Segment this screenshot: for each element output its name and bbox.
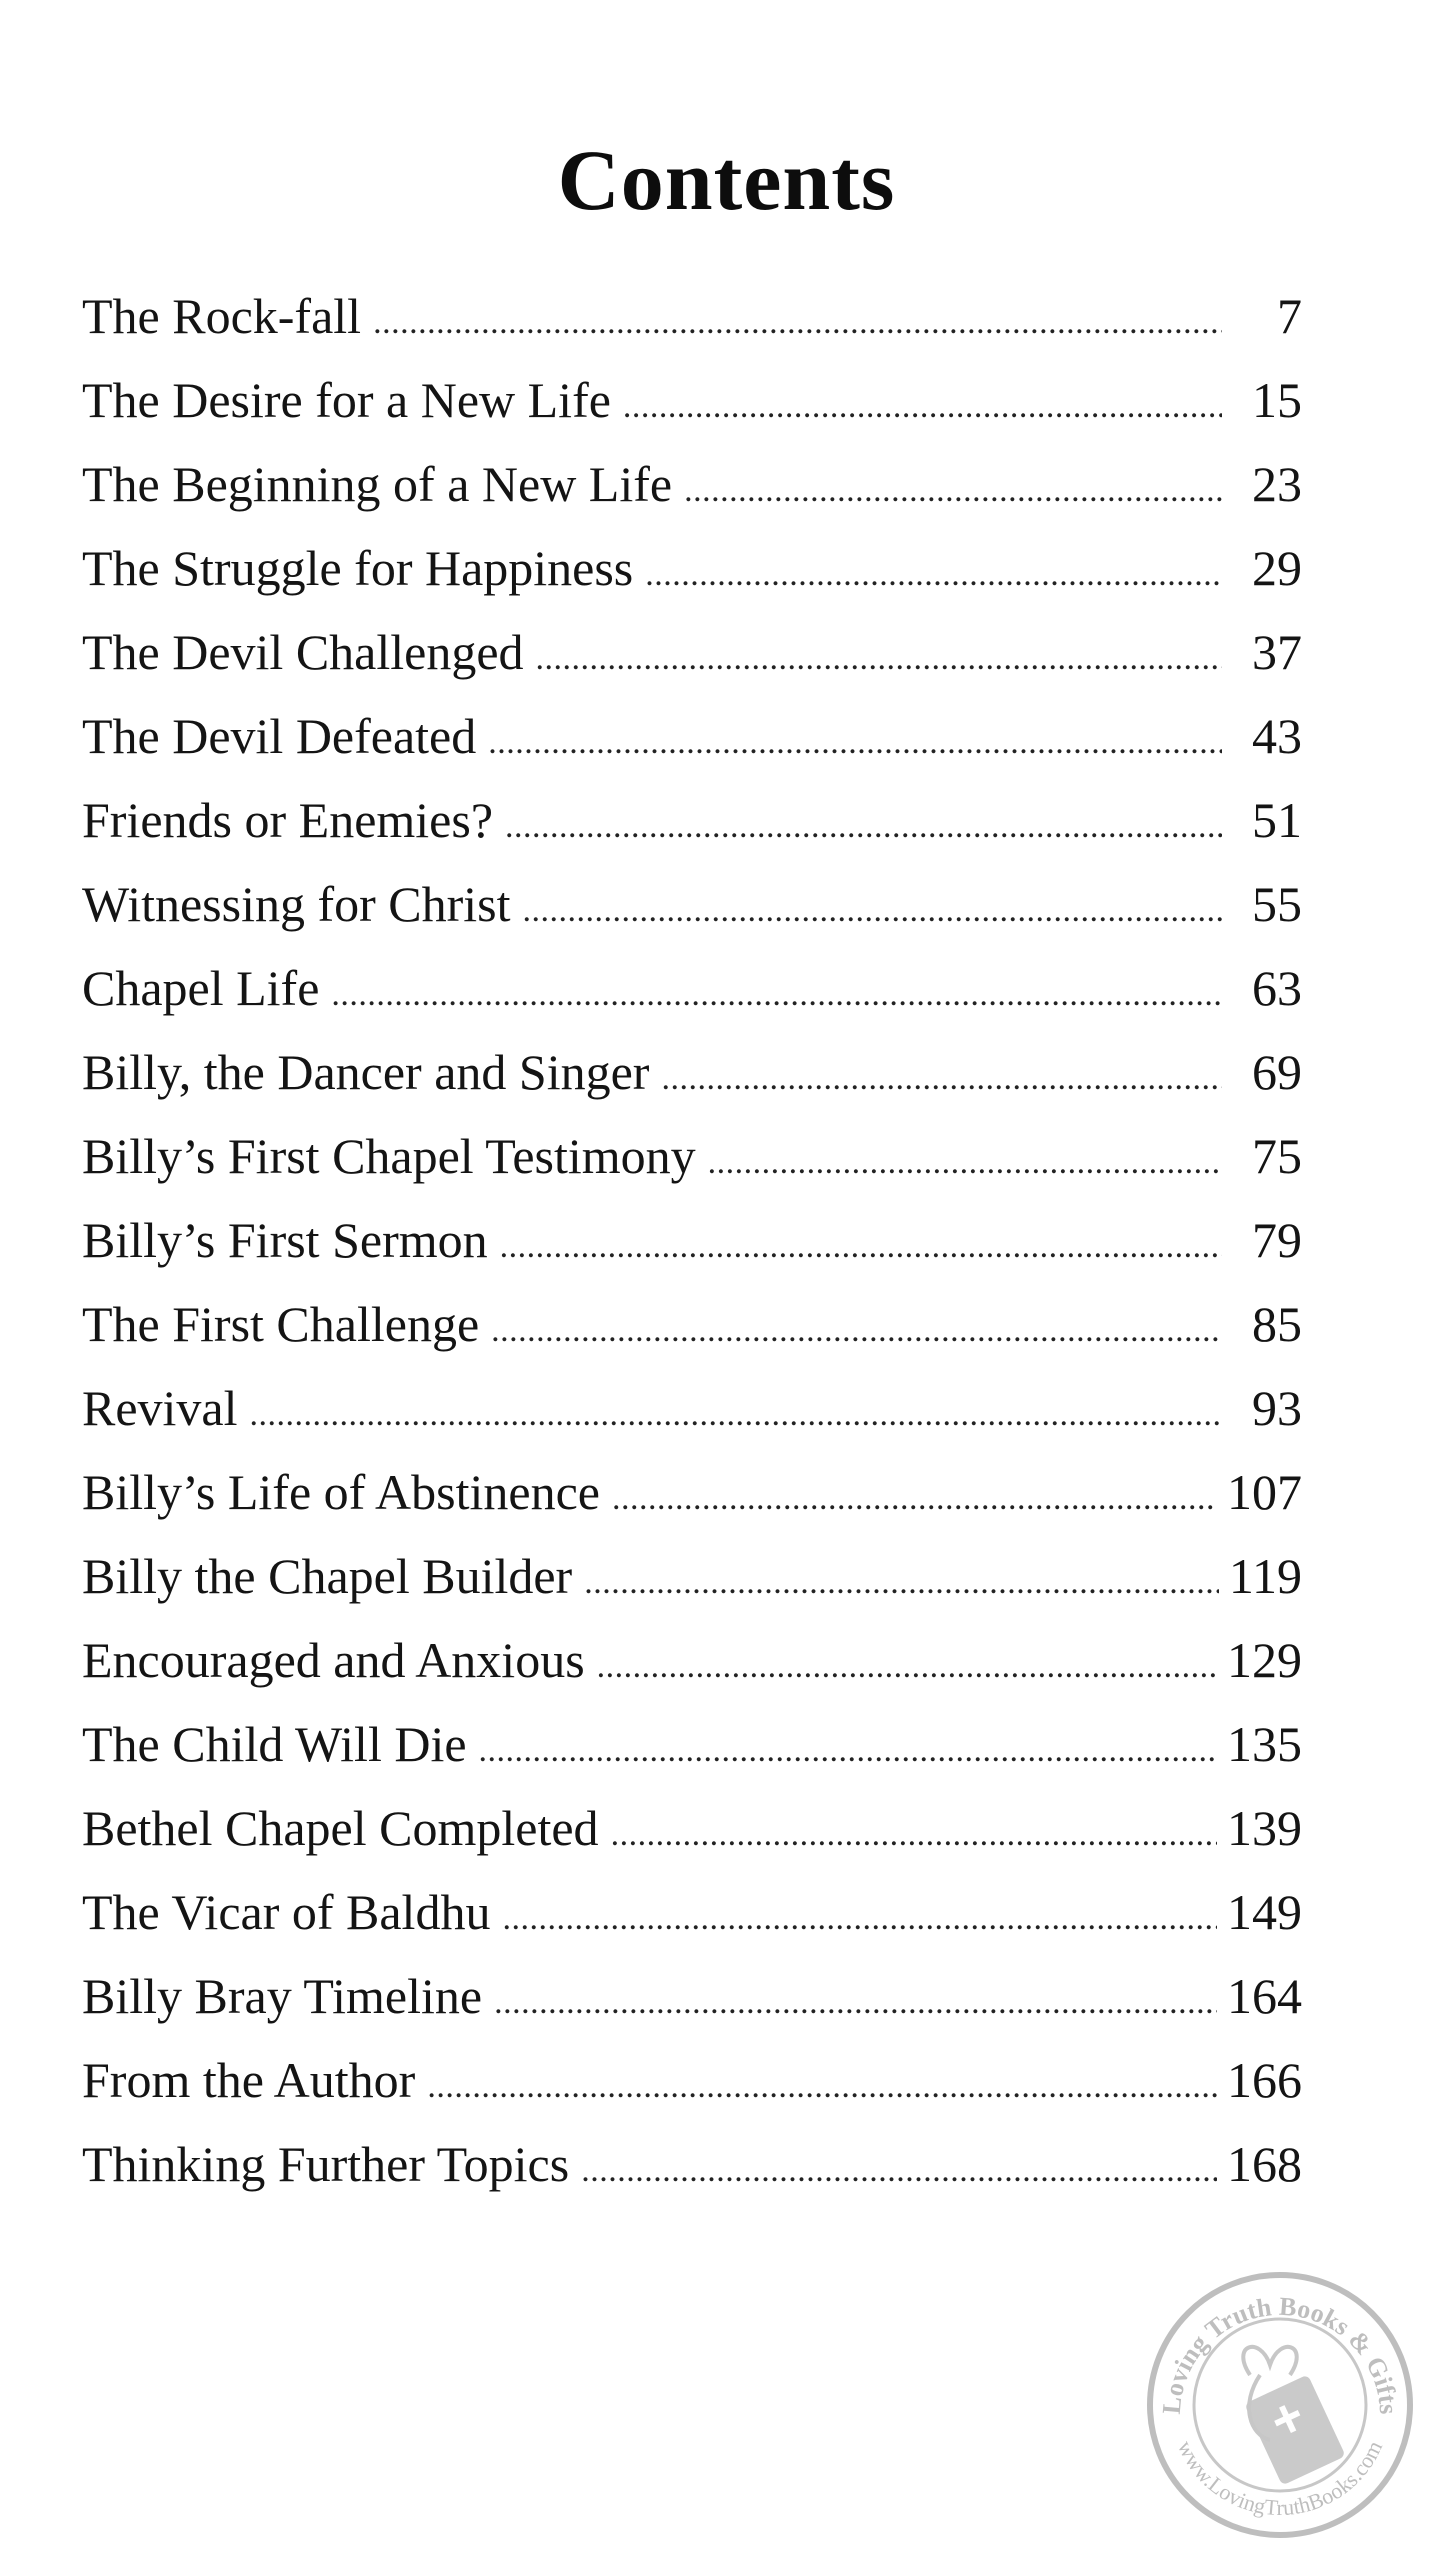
dot-leader bbox=[502, 1877, 1217, 1961]
toc-entry bbox=[82, 1870, 1302, 1954]
toc-entry-page-number: 69 bbox=[1252, 1044, 1302, 1100]
toc-entry-page-number: 135 bbox=[1227, 1716, 1302, 1772]
toc-entry bbox=[82, 2122, 1302, 2206]
toc-entry bbox=[82, 1282, 1302, 1366]
dot-leader bbox=[708, 1121, 1222, 1205]
toc-entry-title: The First Challenge bbox=[82, 1296, 480, 1352]
toc-entry-page-number: 23 bbox=[1252, 456, 1302, 512]
toc-entry bbox=[82, 946, 1302, 1030]
toc-entry bbox=[82, 1366, 1302, 1450]
toc-entry-title: The Struggle for Happiness bbox=[82, 540, 634, 596]
toc-entry-page-number: 93 bbox=[1252, 1380, 1302, 1436]
toc-entry-page-number: 7 bbox=[1277, 288, 1302, 344]
toc-entry bbox=[82, 1534, 1302, 1618]
toc-entry-title: Billy Bray Timeline bbox=[82, 1968, 483, 2024]
toc-entry-title: From the Author bbox=[82, 2052, 416, 2108]
dot-leader bbox=[612, 1457, 1217, 1541]
toc-entry-page-number: 107 bbox=[1227, 1464, 1302, 1520]
dot-leader bbox=[479, 1709, 1217, 1793]
dot-leader bbox=[505, 785, 1222, 869]
dot-leader bbox=[581, 2129, 1217, 2213]
toc-entry-title: Encouraged and Anxious bbox=[82, 1632, 585, 1688]
toc-entry bbox=[82, 610, 1302, 694]
toc-entry bbox=[82, 1030, 1302, 1114]
toc-entry-page-number: 129 bbox=[1227, 1632, 1302, 1688]
dot-leader bbox=[500, 1205, 1222, 1289]
toc-entry-page-number: 63 bbox=[1252, 960, 1302, 1016]
dot-leader bbox=[584, 1541, 1219, 1625]
dot-leader bbox=[661, 1037, 1222, 1121]
watermark-text-side: www.LovingTruthBooks.com bbox=[1172, 2436, 1388, 2521]
watermark-text-top: Loving Truth Books & Gifts bbox=[1156, 2291, 1404, 2416]
toc-entry-title: The Devil Defeated bbox=[82, 708, 477, 764]
toc-entry bbox=[82, 694, 1302, 778]
toc-entry-title: Revival bbox=[82, 1380, 238, 1436]
toc-entry-title: The Devil Challenged bbox=[82, 624, 524, 680]
toc-entry bbox=[82, 1450, 1302, 1534]
toc-entry-page-number: 85 bbox=[1252, 1296, 1302, 1352]
toc-entry-title: Bethel Chapel Completed bbox=[82, 1800, 599, 1856]
toc-entry-page-number: 119 bbox=[1228, 1548, 1302, 1604]
toc-entry-title: Thinking Further Topics bbox=[82, 2136, 570, 2192]
toc-entry-page-number: 43 bbox=[1252, 708, 1302, 764]
toc-entry bbox=[82, 442, 1302, 526]
toc-entry-page-number: 15 bbox=[1252, 372, 1302, 428]
dot-leader bbox=[331, 953, 1222, 1037]
toc-entry-page-number: 51 bbox=[1252, 792, 1302, 848]
toc-entry-page-number: 149 bbox=[1227, 1884, 1302, 1940]
toc-entry bbox=[82, 1702, 1302, 1786]
toc-entry bbox=[82, 274, 1302, 358]
toc-entry bbox=[82, 526, 1302, 610]
toc-entry-page-number: 79 bbox=[1252, 1212, 1302, 1268]
watermark-seal-icon bbox=[1140, 2265, 1420, 2545]
toc-entry-page-number: 29 bbox=[1252, 540, 1302, 596]
toc-entry bbox=[82, 1198, 1302, 1282]
dot-leader bbox=[645, 533, 1222, 617]
toc-entry-title: Billy, the Dancer and Singer bbox=[82, 1044, 650, 1100]
dot-leader bbox=[427, 2045, 1217, 2129]
toc-entry-page-number: 75 bbox=[1252, 1128, 1302, 1184]
toc-entry bbox=[82, 2038, 1302, 2122]
toc-entry-page-number: 168 bbox=[1227, 2136, 1302, 2192]
dot-leader bbox=[597, 1625, 1217, 1709]
toc-entry-title: Friends or Enemies? bbox=[82, 792, 494, 848]
toc-entry bbox=[82, 1786, 1302, 1870]
toc-entry bbox=[82, 1618, 1302, 1702]
watermark-stamp bbox=[1140, 2265, 1420, 2545]
toc-entry-title: Billy’s First Chapel Testimony bbox=[82, 1128, 696, 1184]
dot-leader bbox=[536, 617, 1222, 701]
dot-leader bbox=[373, 281, 1222, 365]
gift-bible-icon bbox=[1243, 2347, 1345, 2486]
toc-entry-title: The Desire for a New Life bbox=[82, 372, 611, 428]
toc-entry bbox=[82, 358, 1302, 442]
toc-entry-title: Chapel Life bbox=[82, 960, 320, 1016]
toc-entry-page-number: 55 bbox=[1252, 876, 1302, 932]
toc-entry-title: Billy’s First Sermon bbox=[82, 1212, 488, 1268]
toc-entry bbox=[82, 1114, 1302, 1198]
toc-entry-title: The Beginning of a New Life bbox=[82, 456, 673, 512]
dot-leader bbox=[250, 1373, 1222, 1457]
toc-entry-page-number: 139 bbox=[1227, 1800, 1302, 1856]
dot-leader bbox=[494, 1961, 1217, 2045]
toc-entry-page-number: 166 bbox=[1227, 2052, 1302, 2108]
toc-entry-page-number: 164 bbox=[1227, 1968, 1302, 2024]
toc-entry-title: Billy’s Life of Abstinence bbox=[82, 1464, 600, 1520]
toc-entry-page-number: 37 bbox=[1252, 624, 1302, 680]
toc-entry-title: Witnessing for Christ bbox=[82, 876, 511, 932]
dot-leader bbox=[611, 1793, 1217, 1877]
toc-entry-title: The Child Will Die bbox=[82, 1716, 467, 1772]
toc-entry-title: Billy the Chapel Builder bbox=[82, 1548, 573, 1604]
table-of-contents bbox=[82, 274, 1302, 2206]
dot-leader bbox=[684, 449, 1222, 533]
dot-leader bbox=[523, 869, 1222, 953]
dot-leader bbox=[491, 1289, 1222, 1373]
toc-entry-title: The Rock-fall bbox=[82, 288, 362, 344]
page-title: Contents bbox=[557, 132, 896, 228]
toc-entry bbox=[82, 778, 1302, 862]
toc-entry bbox=[82, 862, 1302, 946]
toc-entry bbox=[82, 1954, 1302, 2038]
dot-leader bbox=[488, 701, 1222, 785]
dot-leader bbox=[623, 365, 1222, 449]
toc-entry-title: The Vicar of Baldhu bbox=[82, 1884, 491, 1940]
